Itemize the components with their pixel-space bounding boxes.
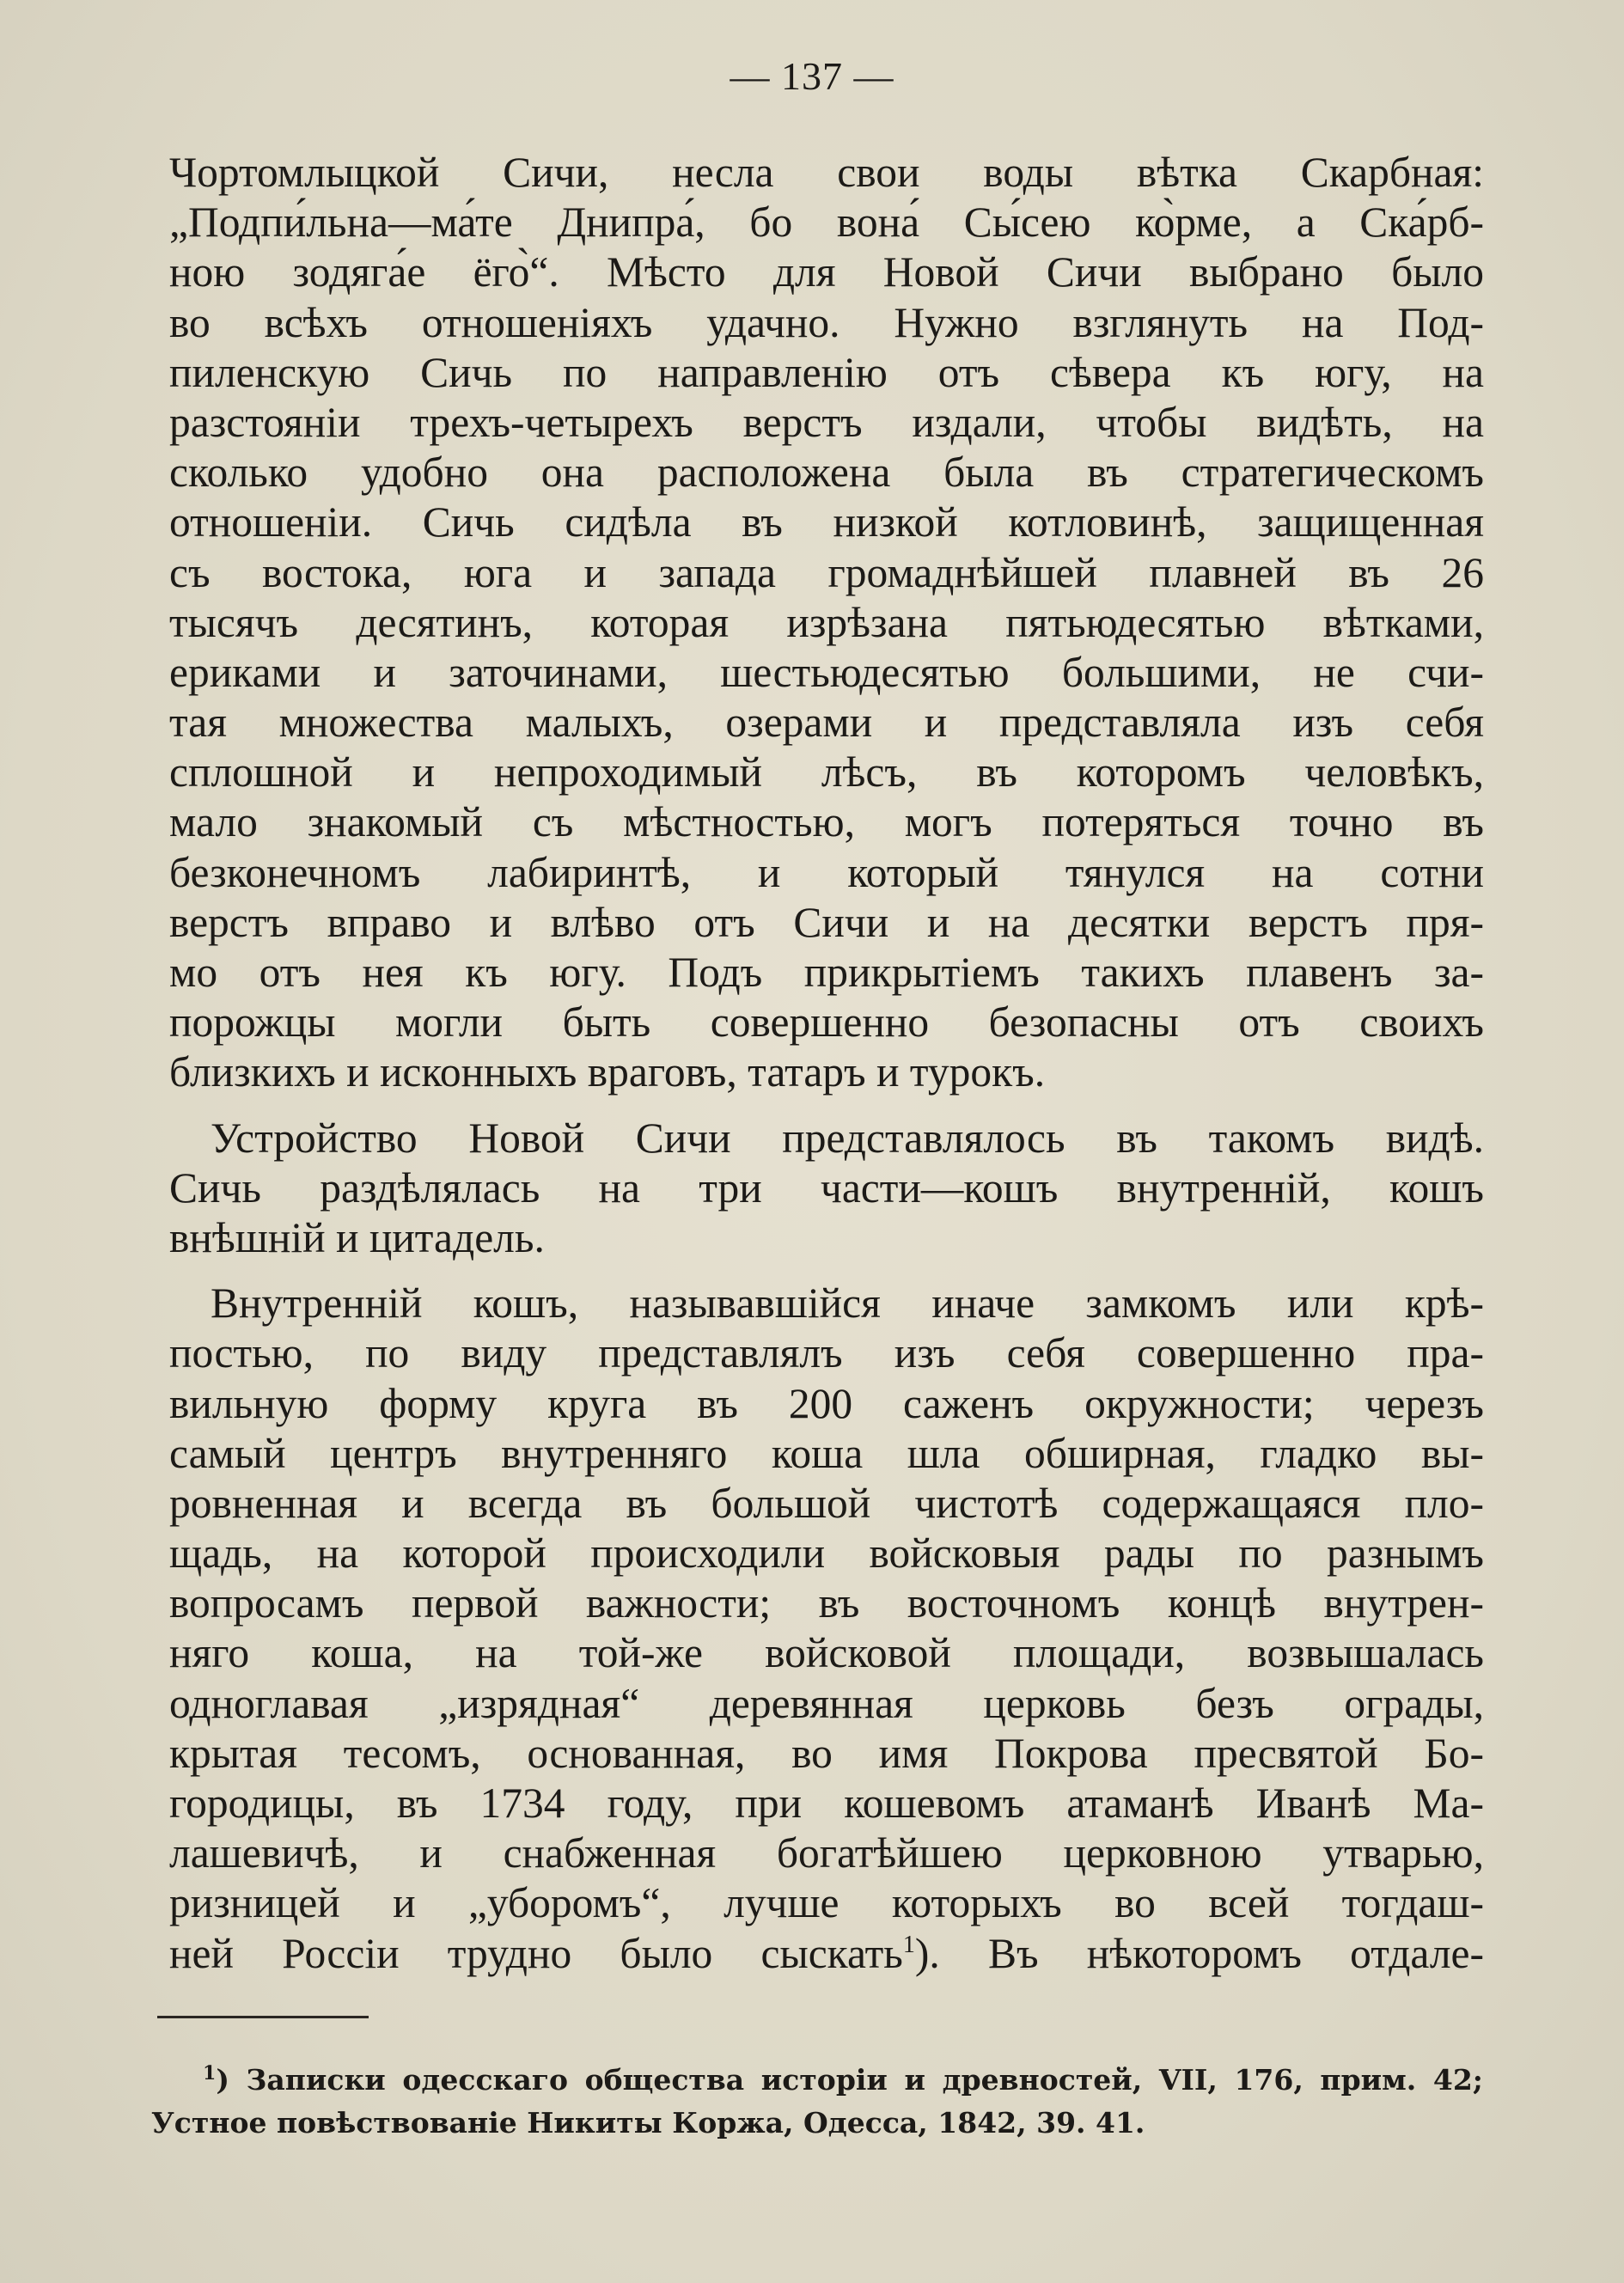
text-line: ровненная и всегда въ большой чистотѣ содержащаяся пло- <box>169 1479 1484 1527</box>
text-line: одноглавая „изрядная“ деревянная церковь безъ ограды, <box>169 1679 1484 1727</box>
text-line: щадь, на которой происходили войсковыя рады по разнымъ <box>169 1529 1484 1578</box>
text-line: пиленскую Сичь по направленію отъ сѣвера къ югу, на <box>169 348 1484 396</box>
text-line: порожцы могли быть совершенно безопасны отъ своихъ <box>169 998 1484 1047</box>
footnotes <box>151 2059 1483 2145</box>
text-line: близкихъ и исконныхъ враговъ, татаръ и турокъ. <box>169 1048 1046 1096</box>
text-line: разстояніи трехъ-четырехъ верстъ издали, чтобы видѣть, на <box>169 398 1484 446</box>
text-line: съ востока, юга и запада громаднѣйшей плавней въ 26 <box>169 548 1484 596</box>
text-line: мало знакомый съ мѣстностью, могъ потеряться точно въ <box>169 798 1484 846</box>
footnote-line <box>151 2059 1483 2102</box>
text-line: лашевичѣ, и снабженная богатѣйшею церковною утварью, <box>169 1829 1484 1877</box>
paragraph-gap <box>169 1263 1484 1279</box>
text-line: отношеніи. Сичь сидѣла въ низкой котловинѣ, защищенная <box>169 498 1484 546</box>
text-line-with-footnote <box>169 1929 1484 1979</box>
footnote-divider <box>157 2016 369 2018</box>
text-line: „Подпи́льна—ма́те Днипра́, бо вона́ Сы́сею ко̀рме, а Ска́рб- <box>169 198 1484 247</box>
text-line: ною зодяга́е ёго̀“. Мѣсто для Новой Сичи выбрано было <box>169 248 1484 296</box>
text-line: няго коша, на той-же войсковой площади, возвышалась <box>169 1629 1484 1677</box>
text-line: Внутренній кошъ, называвшійся иначе замкомъ или крѣ- <box>211 1279 1484 1328</box>
text-line: Чортомлыцкой Сичи, несла свои воды вѣтка Скарбная: <box>169 149 1484 196</box>
text-line: ризницей и „уборомъ“, лучше которыхъ во всей тогдаш- <box>169 1879 1484 1927</box>
footnote-marker: 1 <box>203 2062 217 2085</box>
text-segment: ). Въ нѣкоторомъ отдале- <box>914 1929 1484 1977</box>
main-text <box>169 148 1484 1979</box>
paragraph-gap <box>169 1098 1484 1114</box>
footnote-reference: 1 <box>902 1931 915 1958</box>
text-line: сплошной и непроходимый лѣсъ, въ которомъ человѣкъ, <box>169 748 1484 797</box>
text-line: сколько удобно она расположена была въ стратегическомъ <box>169 449 1484 497</box>
page-number: — 137 — <box>730 54 894 98</box>
text-line: верстъ вправо и влѣво отъ Сичи и на десятки верстъ пря- <box>169 898 1484 946</box>
text-line: постью, по виду представлялъ изъ себя совершенно пра- <box>169 1329 1484 1377</box>
text-line: самый центръ внутренняго коша шла обширная, гладко вы- <box>169 1429 1484 1477</box>
text-line: ериками и заточинами, шестьюдесятью большими, не счи- <box>169 648 1484 696</box>
text-line: крытая тесомъ, основанная, во имя Покрова пресвятой Бо- <box>169 1729 1484 1777</box>
footnote-text: ) Записки одесскаго общества исторіи и древностей, VII, 176, прим. 42; <box>216 2063 1483 2097</box>
text-line: мо отъ нея къ югу. Подъ прикрытіемъ такихъ плавенъ за- <box>169 949 1484 996</box>
text-line: городицы, въ 1734 году, при кошевомъ атаманѣ Иванѣ Ма- <box>169 1779 1484 1827</box>
text-segment: ней Россіи трудно было сыскать <box>169 1929 903 1977</box>
footnote-line: Устное повѣствованіе Никиты Коржа, Одесса, 1842, 39. 41. <box>151 2106 1145 2140</box>
text-line: во всѣхъ отношеніяхъ удачно. Нужно взглянуть на Под- <box>169 298 1484 346</box>
text-line: тысячъ десятинъ, которая изрѣзана пятьюдесятью вѣтками, <box>169 598 1484 646</box>
text-line: Сичь раздѣлялась на три части—кошъ внутренній, кошъ <box>169 1163 1484 1212</box>
text-line: безконечномъ лабиринтѣ, и который тянулся на сотни <box>169 848 1484 896</box>
text-line: вопросамъ первой важности; въ восточномъ концѣ внутрен- <box>169 1579 1484 1627</box>
text-line: внѣшній и цитадель. <box>169 1213 545 1261</box>
text-line: Устройство Новой Сичи представлялось въ такомъ видѣ. <box>211 1114 1484 1162</box>
text-line: вильную форму круга въ 200 саженъ окружности; черезъ <box>169 1379 1484 1427</box>
text-line: тая множества малыхъ, озерами и представляла изъ себя <box>169 699 1484 747</box>
